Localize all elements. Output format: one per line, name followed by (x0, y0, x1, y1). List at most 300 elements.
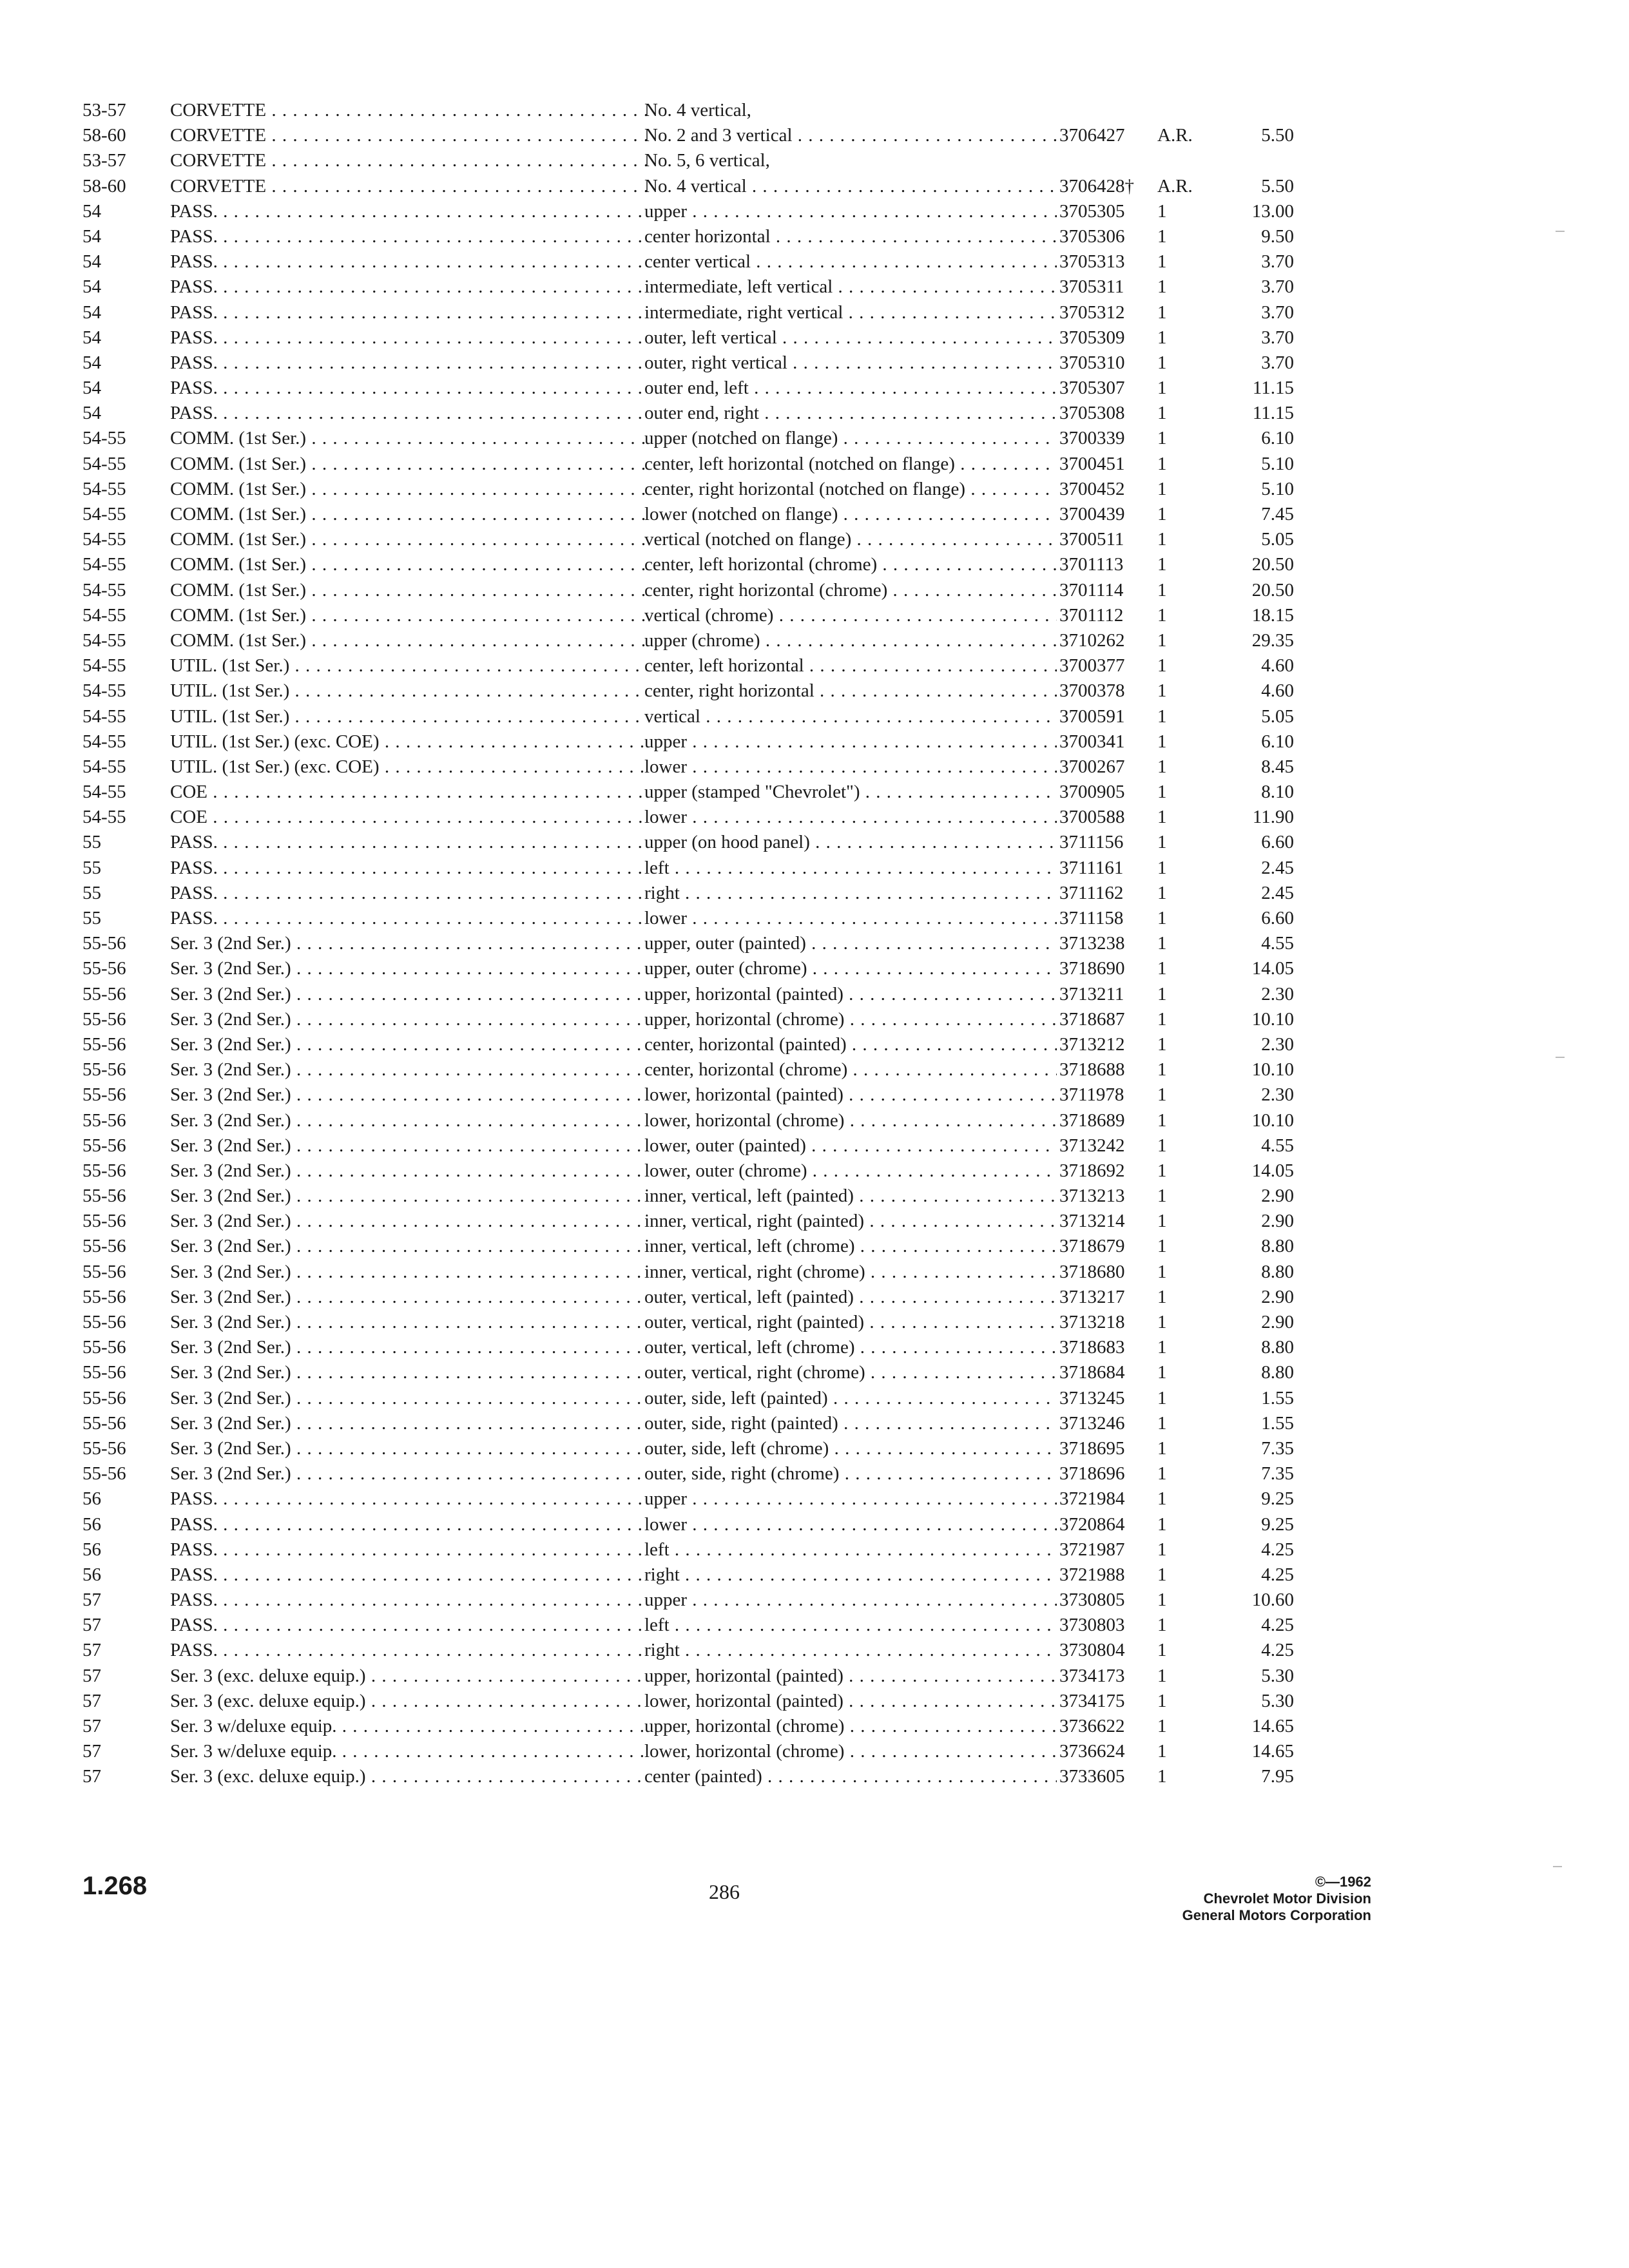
part-number-cell: 3700339 (1059, 428, 1125, 449)
model-cell: COMM. (1st Ser.) . . . (170, 603, 647, 628)
list-item (82, 1310, 1294, 1335)
price-cell: 9.50 (1261, 226, 1294, 247)
description-cell: lower . . . (644, 1512, 1057, 1537)
price-cell: 20.50 (1251, 554, 1294, 575)
description-cell: lower (notched on flange) . . . (644, 502, 1057, 527)
description-cell: center, horizontal (painted) . . . (644, 1032, 1057, 1057)
list-item (82, 678, 1294, 704)
description-cell: outer, vertical, right (chrome) . . . (644, 1360, 1057, 1385)
description-cell: upper . . . (644, 729, 1057, 754)
price-cell: 2.30 (1261, 1084, 1294, 1106)
description-cell: outer, side, right (painted) . . . (644, 1411, 1057, 1436)
year-cell: 55-56 (82, 1312, 126, 1332)
part-number-cell: 3701112 (1059, 604, 1124, 626)
list-item (82, 148, 1294, 173)
price-cell: 3.70 (1261, 276, 1294, 298)
year-cell: 54-55 (82, 428, 126, 449)
description-cell: outer, vertical, right (painted) . . . (644, 1310, 1057, 1335)
quantity-cell: 1 (1157, 807, 1167, 828)
price-cell: 10.10 (1251, 1059, 1294, 1081)
price-cell: 4.60 (1261, 655, 1294, 677)
price-cell: 8.80 (1261, 1362, 1294, 1383)
part-number-cell: 3718683 (1059, 1337, 1125, 1358)
quantity-cell: 1 (1157, 428, 1167, 449)
year-cell: 54-55 (82, 655, 126, 677)
parts-list (82, 98, 1294, 1790)
model-cell: COMM. (1st Ser.) . . . (170, 552, 647, 577)
list-item (82, 274, 1294, 300)
description-cell: No. 4 vertical . . . (644, 174, 1057, 199)
quantity-cell: 1 (1157, 1590, 1167, 1611)
price-cell: 5.10 (1261, 453, 1294, 474)
list-item (82, 1588, 1294, 1613)
price-cell: 5.10 (1261, 478, 1294, 499)
list-item (82, 956, 1294, 981)
description-cell: outer, side, right (chrome) . . . (644, 1461, 1057, 1486)
part-number-cell: 3700588 (1059, 807, 1125, 828)
list-item (82, 376, 1294, 401)
list-item (82, 477, 1294, 502)
quantity-cell: 1 (1157, 1135, 1167, 1156)
part-number-cell: 3701114 (1059, 579, 1124, 601)
list-item (82, 1057, 1294, 1082)
year-cell: 55-56 (82, 1186, 126, 1207)
description-cell: lower . . . (644, 906, 1057, 931)
year-cell: 55-56 (82, 1286, 126, 1307)
year-cell: 55-56 (82, 1261, 126, 1282)
list-item (82, 906, 1294, 931)
part-number-cell: 3700377 (1059, 655, 1125, 677)
list-item (82, 1209, 1294, 1234)
list-item (82, 780, 1294, 805)
part-number-cell: 3705307 (1059, 378, 1125, 399)
description-cell: outer end, left . . . (644, 376, 1057, 401)
price-cell: 3.70 (1261, 352, 1294, 373)
description-cell: vertical (notched on flange) . . . (644, 527, 1057, 552)
year-cell: 55-56 (82, 933, 126, 954)
description-cell: inner, vertical, left (chrome) . . . (644, 1234, 1057, 1259)
part-number-cell: 3710262 (1059, 629, 1125, 651)
quantity-cell: 1 (1157, 1665, 1167, 1686)
part-number-cell: 3720864 (1059, 1514, 1125, 1535)
price-cell: 7.35 (1261, 1463, 1294, 1485)
part-number-cell: 3718689 (1059, 1110, 1125, 1131)
quantity-cell: 1 (1157, 251, 1167, 273)
description-cell: outer, vertical, left (painted) . . . (644, 1285, 1057, 1310)
price-cell: 4.25 (1261, 1615, 1294, 1636)
quantity-cell: 1 (1157, 1261, 1167, 1282)
year-cell: 55-56 (82, 983, 126, 1004)
quantity-cell: 1 (1157, 504, 1167, 524)
model-cell: Ser. 3 (2nd Ser.) . . . (170, 1158, 647, 1184)
description-cell: lower, horizontal (painted) . . . (644, 1689, 1057, 1714)
price-cell: 11.15 (1252, 403, 1294, 424)
part-number-cell: 3718687 (1059, 1008, 1125, 1030)
part-number-cell: 3705305 (1059, 200, 1125, 222)
price-cell: 5.50 (1261, 175, 1294, 197)
year-cell: 54 (82, 352, 101, 373)
part-number-cell: 3705308 (1059, 403, 1125, 424)
year-cell: 54-55 (82, 478, 126, 499)
part-number-cell: 3701113 (1059, 554, 1124, 575)
year-cell: 55-56 (82, 1362, 126, 1383)
price-cell: 14.65 (1251, 1716, 1294, 1736)
model-cell: CORVETTE . . . (170, 98, 647, 123)
part-number-cell: 3721988 (1059, 1564, 1125, 1585)
list-item (82, 982, 1294, 1007)
year-cell: 55 (82, 857, 101, 878)
model-cell: PASS. . . . (170, 1562, 647, 1588)
description-cell: outer, vertical, left (chrome) . . . (644, 1335, 1057, 1360)
description-cell: lower, horizontal (chrome) . . . (644, 1108, 1057, 1133)
description-cell: lower . . . (644, 805, 1057, 830)
quantity-cell: 1 (1157, 276, 1167, 298)
model-cell: PASS. . . . (170, 274, 647, 300)
part-number-cell: 3700378 (1059, 680, 1125, 702)
year-cell: 56 (82, 1488, 101, 1510)
model-cell: Ser. 3 (2nd Ser.) . . . (170, 1133, 647, 1158)
price-cell: 3.70 (1261, 327, 1294, 348)
part-number-cell: 3734175 (1059, 1690, 1125, 1711)
year-cell: 54-55 (82, 706, 126, 727)
part-number-cell: 3700267 (1059, 756, 1125, 777)
part-number-cell: 3705310 (1059, 352, 1125, 373)
part-number-cell: 3730804 (1059, 1640, 1125, 1661)
description-cell: upper (stamped "Chevrolet") . . . (644, 780, 1057, 805)
quantity-cell: 1 (1157, 1312, 1167, 1332)
part-number-cell: 3736624 (1059, 1741, 1125, 1762)
price-cell: 2.90 (1261, 1286, 1294, 1307)
part-number-cell: 3713242 (1059, 1135, 1125, 1156)
model-cell: Ser. 3 w/deluxe equip. . . . (170, 1739, 647, 1764)
model-cell: PASS. . . . (170, 300, 647, 325)
part-number-cell: 3700591 (1059, 706, 1125, 727)
year-cell: 55-56 (82, 1110, 126, 1131)
description-cell: upper . . . (644, 1588, 1057, 1613)
model-cell: COE . . . (170, 780, 647, 805)
part-number-cell: 3711978 (1059, 1084, 1124, 1106)
quantity-cell: 1 (1157, 1387, 1167, 1408)
quantity-cell: 1 (1157, 882, 1167, 903)
model-cell: Ser. 3 (2nd Ser.) . . . (170, 1310, 647, 1335)
model-cell: PASS. . . . (170, 906, 647, 931)
part-number-cell: 3713211 (1059, 983, 1124, 1004)
part-number-cell: 3713245 (1059, 1387, 1125, 1408)
model-cell: PASS. . . . (170, 401, 647, 426)
year-cell: 55-56 (82, 1160, 126, 1181)
model-cell: Ser. 3 (exc. deluxe equip.) . . . (170, 1664, 647, 1689)
quantity-cell: 1 (1157, 1539, 1167, 1560)
year-cell: 56 (82, 1539, 101, 1560)
description-cell: vertical (chrome) . . . (644, 603, 1057, 628)
list-item (82, 1436, 1294, 1461)
quantity-cell: 1 (1157, 327, 1167, 348)
model-cell: PASS. . . . (170, 881, 647, 906)
list-item (82, 1032, 1294, 1057)
part-number-cell: 3713246 (1059, 1412, 1125, 1434)
year-cell: 57 (82, 1590, 101, 1611)
year-cell: 54-55 (82, 629, 126, 651)
year-cell: 54 (82, 327, 101, 348)
quantity-cell: 1 (1157, 1286, 1167, 1307)
list-item (82, 1739, 1294, 1764)
quantity-cell: 1 (1157, 832, 1167, 853)
quantity-cell: 1 (1157, 1008, 1167, 1030)
part-number-cell: 3718680 (1059, 1261, 1125, 1282)
model-cell: CORVETTE . . . (170, 148, 647, 173)
price-cell: 7.45 (1261, 504, 1294, 524)
year-cell: 54-55 (82, 680, 126, 702)
copyright-year: ©—1962 (1315, 1874, 1371, 1890)
year-cell: 57 (82, 1741, 101, 1762)
quantity-cell: 1 (1157, 1690, 1167, 1711)
model-cell: Ser. 3 (2nd Ser.) . . . (170, 1411, 647, 1436)
quantity-cell: 1 (1157, 706, 1167, 727)
year-cell: 55-56 (82, 1135, 126, 1156)
description-cell: intermediate, right vertical . . . (644, 300, 1057, 325)
model-cell: PASS. . . . (170, 351, 647, 376)
price-cell: 5.50 (1261, 125, 1294, 146)
part-number-cell: 3700905 (1059, 782, 1125, 803)
part-number-cell: 3711161 (1059, 857, 1124, 878)
part-number-cell: 3713238 (1059, 933, 1125, 954)
year-cell: 54-55 (82, 604, 126, 626)
list-item (82, 527, 1294, 552)
price-cell: 29.35 (1251, 629, 1294, 651)
model-cell: PASS. . . . (170, 856, 647, 881)
quantity-cell: 1 (1157, 1160, 1167, 1181)
list-item (82, 1486, 1294, 1512)
part-number-cell: 3733605 (1059, 1766, 1125, 1787)
list-item (82, 1234, 1294, 1259)
year-cell: 56 (82, 1564, 101, 1585)
model-cell: COMM. (1st Ser.) . . . (170, 477, 647, 502)
quantity-cell: 1 (1157, 1437, 1167, 1459)
description-cell: center, left horizontal (notched on flange) . . . (644, 452, 1057, 477)
year-cell: 56 (82, 1514, 101, 1535)
list-item (82, 351, 1294, 376)
price-cell: 8.80 (1261, 1261, 1294, 1282)
model-cell: Ser. 3 (2nd Ser.) . . . (170, 1461, 647, 1486)
model-cell: PASS. . . . (170, 1486, 647, 1512)
price-cell: 9.25 (1261, 1488, 1294, 1510)
model-cell: COMM. (1st Ser.) . . . (170, 502, 647, 527)
quantity-cell: 1 (1157, 302, 1167, 323)
list-item (82, 1664, 1294, 1689)
list-item (82, 805, 1294, 830)
description-cell: center, right horizontal . . . (644, 678, 1057, 704)
model-cell: COMM. (1st Ser.) . . . (170, 628, 647, 653)
description-cell: vertical . . . (644, 704, 1057, 729)
year-cell: 54 (82, 226, 101, 247)
quantity-cell: 1 (1157, 1564, 1167, 1585)
part-number-cell: 3700451 (1059, 453, 1125, 474)
price-cell: 6.10 (1261, 731, 1294, 752)
description-cell: lower, outer (painted) . . . (644, 1133, 1057, 1158)
model-cell: Ser. 3 (2nd Ser.) . . . (170, 1209, 647, 1234)
description-cell: right . . . (644, 881, 1057, 906)
quantity-cell: 1 (1157, 554, 1167, 575)
price-cell: 11.90 (1252, 807, 1294, 828)
list-item (82, 452, 1294, 477)
model-cell: UTIL. (1st Ser.) (exc. COE) . . . (170, 729, 647, 754)
part-number-cell: 3711162 (1059, 882, 1124, 903)
year-cell: 55 (82, 908, 101, 928)
part-number-cell: 3718684 (1059, 1362, 1125, 1383)
quantity-cell: 1 (1157, 403, 1167, 424)
year-cell: 55-56 (82, 1387, 126, 1408)
price-cell: 4.25 (1261, 1539, 1294, 1560)
quantity-cell: 1 (1157, 731, 1167, 752)
description-cell: center (painted) . . . (644, 1764, 1057, 1789)
list-item (82, 174, 1294, 199)
year-cell: 58-60 (82, 125, 126, 146)
model-cell: Ser. 3 (2nd Ser.) . . . (170, 1184, 647, 1209)
model-cell: Ser. 3 (exc. deluxe equip.) . . . (170, 1764, 647, 1789)
quantity-cell: 1 (1157, 604, 1167, 626)
year-cell: 57 (82, 1640, 101, 1661)
description-cell: upper, horizontal (painted) . . . (644, 1664, 1057, 1689)
part-number-cell: 3711158 (1059, 908, 1124, 928)
list-item (82, 653, 1294, 678)
list-item (82, 401, 1294, 426)
year-cell: 54-55 (82, 554, 126, 575)
description-cell: upper . . . (644, 1486, 1057, 1512)
page-id: 1.268 (82, 1872, 148, 1900)
model-cell: Ser. 3 (2nd Ser.) . . . (170, 1260, 647, 1285)
description-cell: center vertical . . . (644, 249, 1057, 274)
description-cell: outer, left vertical . . . (644, 325, 1057, 351)
year-cell: 57 (82, 1716, 101, 1736)
description-cell: intermediate, left vertical . . . (644, 274, 1057, 300)
description-cell: center, right horizontal (chrome) . . . (644, 578, 1057, 603)
model-cell: Ser. 3 (2nd Ser.) . . . (170, 1082, 647, 1108)
quantity-cell: A.R. (1157, 175, 1193, 197)
part-number-cell: 3711156 (1059, 832, 1124, 853)
price-cell: 3.70 (1261, 251, 1294, 273)
description-cell: upper (notched on flange) . . . (644, 426, 1057, 451)
description-cell: lower, horizontal (painted) . . . (644, 1082, 1057, 1108)
list-item (82, 1108, 1294, 1133)
list-item (82, 1360, 1294, 1385)
list-item (82, 1512, 1294, 1537)
price-cell: 3.70 (1261, 302, 1294, 323)
list-item (82, 1638, 1294, 1663)
price-cell: 8.80 (1261, 1236, 1294, 1257)
model-cell: UTIL. (1st Ser.) . . . (170, 653, 647, 678)
list-item (82, 1411, 1294, 1436)
model-cell: Ser. 3 (2nd Ser.) . . . (170, 1032, 647, 1057)
year-cell: 53-57 (82, 150, 126, 171)
part-number-cell: 3718679 (1059, 1236, 1125, 1257)
model-cell: PASS. . . . (170, 1613, 647, 1638)
price-cell: 5.30 (1261, 1665, 1294, 1686)
year-cell: 54-55 (82, 579, 126, 601)
quantity-cell: 1 (1157, 680, 1167, 702)
description-cell: outer, side, left (painted) . . . (644, 1386, 1057, 1411)
quantity-cell: 1 (1157, 1110, 1167, 1131)
year-cell: 54-55 (82, 453, 126, 474)
model-cell: UTIL. (1st Ser.) . . . (170, 678, 647, 704)
price-cell: 1.55 (1261, 1412, 1294, 1434)
list-item (82, 199, 1294, 224)
price-cell: 9.25 (1261, 1514, 1294, 1535)
quantity-cell: 1 (1157, 1362, 1167, 1383)
list-item (82, 1764, 1294, 1789)
list-item (82, 1562, 1294, 1588)
model-cell: Ser. 3 (2nd Ser.) . . . (170, 931, 647, 956)
quantity-cell: 1 (1157, 226, 1167, 247)
year-cell: 55-56 (82, 1337, 126, 1358)
description-cell: left . . . (644, 856, 1057, 881)
model-cell: CORVETTE . . . (170, 123, 647, 148)
quantity-cell: 1 (1157, 1488, 1167, 1510)
model-cell: PASS. . . . (170, 199, 647, 224)
description-cell: left . . . (644, 1613, 1057, 1638)
quantity-cell: 1 (1157, 478, 1167, 499)
list-item (82, 249, 1294, 274)
model-cell: Ser. 3 (2nd Ser.) . . . (170, 1007, 647, 1032)
price-cell: 4.60 (1261, 680, 1294, 702)
model-cell: Ser. 3 (2nd Ser.) . . . (170, 982, 647, 1007)
quantity-cell: 1 (1157, 1337, 1167, 1358)
list-item (82, 552, 1294, 577)
year-cell: 57 (82, 1665, 101, 1686)
margin-mark (1553, 1866, 1562, 1867)
model-cell: PASS. . . . (170, 830, 647, 855)
part-number-cell: 3700341 (1059, 731, 1125, 752)
year-cell: 54-55 (82, 504, 126, 524)
description-cell: inner, vertical, left (painted) . . . (644, 1184, 1057, 1209)
model-cell: Ser. 3 (2nd Ser.) . . . (170, 956, 647, 981)
quantity-cell: 1 (1157, 200, 1167, 222)
description-cell: upper, horizontal (chrome) . . . (644, 1714, 1057, 1739)
model-cell: COE . . . (170, 805, 647, 830)
list-item (82, 1133, 1294, 1158)
part-number-cell: 3705309 (1059, 327, 1125, 348)
list-item (82, 856, 1294, 881)
model-cell: Ser. 3 w/deluxe equip. . . . (170, 1714, 647, 1739)
quantity-cell: A.R. (1157, 125, 1193, 146)
margin-mark (1556, 231, 1565, 232)
page-number: 286 (709, 1880, 740, 1903)
part-number-cell: 3718688 (1059, 1059, 1125, 1081)
list-item (82, 1714, 1294, 1739)
part-number-cell: 3706428† (1059, 175, 1134, 197)
list-item (82, 1335, 1294, 1360)
part-number-cell: 3718696 (1059, 1463, 1125, 1485)
model-cell: COMM. (1st Ser.) . . . (170, 426, 647, 451)
model-cell: Ser. 3 (2nd Ser.) . . . (170, 1386, 647, 1411)
quantity-cell: 1 (1157, 1615, 1167, 1636)
part-number-cell: 3700511 (1059, 529, 1124, 550)
price-cell: 7.35 (1261, 1437, 1294, 1459)
part-number-cell: 3718692 (1059, 1160, 1125, 1181)
list-item (82, 603, 1294, 628)
year-cell: 54-55 (82, 529, 126, 550)
quantity-cell: 1 (1157, 1211, 1167, 1232)
price-cell: 6.60 (1261, 908, 1294, 928)
list-item (82, 1386, 1294, 1411)
part-number-cell: 3713218 (1059, 1312, 1125, 1332)
price-cell: 2.30 (1261, 1033, 1294, 1055)
year-cell: 57 (82, 1615, 101, 1636)
part-number-cell: 3700452 (1059, 478, 1125, 499)
part-number-cell: 3718690 (1059, 958, 1125, 979)
quantity-cell: 1 (1157, 857, 1167, 878)
year-cell: 54-55 (82, 731, 126, 752)
part-number-cell: 3705306 (1059, 226, 1125, 247)
